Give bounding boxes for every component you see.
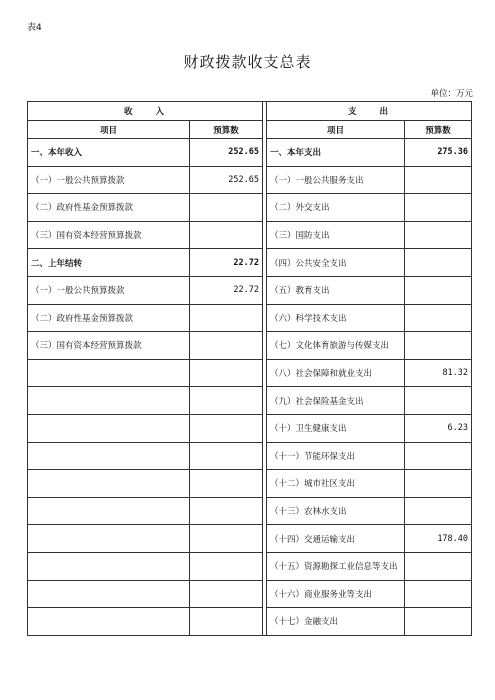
- expense-item-header: 项目: [267, 121, 405, 139]
- table-row: [28, 442, 472, 470]
- income-budget-value: [190, 304, 263, 332]
- expense-item-label: （十六）商业服务业等支出: [267, 580, 405, 608]
- income-budget-value: [190, 580, 263, 608]
- expense-budget-value: [405, 608, 472, 636]
- income-item-label: 二、上年结转: [28, 249, 190, 277]
- income-item-label: [28, 552, 190, 580]
- income-budget-value: [190, 497, 263, 525]
- table-row: [28, 552, 472, 580]
- income-budget-value: [190, 525, 263, 553]
- expense-item-label: （六）科学技术支出: [267, 304, 405, 332]
- expense-item-label: （一）一般公共服务支出: [267, 166, 405, 194]
- table-row: [28, 276, 472, 304]
- expense-item-label: （九）社会保险基金支出: [267, 387, 405, 415]
- income-item-label: [28, 442, 190, 470]
- income-item-label: [28, 359, 190, 387]
- expense-budget-value: [405, 166, 472, 194]
- expense-item-label: （二）外交支出: [267, 194, 405, 222]
- table-row: [28, 359, 472, 387]
- expense-budget-value: 275.36: [405, 139, 472, 167]
- expense-item-label: （十三）农林水支出: [267, 497, 405, 525]
- table-row: [28, 139, 472, 167]
- expense-budget-value: [405, 580, 472, 608]
- expense-budget-value: [405, 332, 472, 360]
- income-budget-value: [190, 221, 263, 249]
- table-row: [28, 608, 472, 636]
- expense-item-label: （八）社会保障和就业支出: [267, 359, 405, 387]
- page-title: 财政拨款收支总表: [183, 53, 312, 71]
- unit-label: 单位：万元: [430, 89, 473, 99]
- income-budget-value: [190, 552, 263, 580]
- expense-budget-value: [405, 194, 472, 222]
- expense-item-label: （十五）资源勘探工业信息等支出: [267, 552, 405, 580]
- income-item-label: [28, 580, 190, 608]
- income-item-label: [28, 387, 190, 415]
- income-budget-value: [190, 387, 263, 415]
- expense-item-label: （五）教育支出: [267, 276, 405, 304]
- income-item-label: [28, 470, 190, 498]
- income-budget-value: [190, 608, 263, 636]
- expense-item-label: （十二）城市社区支出: [267, 470, 405, 498]
- income-budget-value: [190, 442, 263, 470]
- table-row: [28, 221, 472, 249]
- income-item-label: （二）政府性基金预算拨款: [28, 304, 190, 332]
- income-item-label: 一、本年收入: [28, 139, 190, 167]
- expense-budget-value: [405, 497, 472, 525]
- expense-budget-value: [405, 470, 472, 498]
- expense-budget-value: [405, 304, 472, 332]
- income-budget-value: 252.65: [190, 139, 263, 167]
- income-item-label: [28, 608, 190, 636]
- expense-item-label: （三）国防支出: [267, 221, 405, 249]
- expense-item-label: 一、本年支出: [267, 139, 405, 167]
- expense-budget-value: 178.40: [405, 525, 472, 553]
- income-budget-value: 252.65: [190, 166, 263, 194]
- expense-budget-header: 预算数: [405, 121, 472, 139]
- income-item-header: 项目: [28, 121, 190, 139]
- expense-item-label: （十）卫生健康支出: [267, 414, 405, 442]
- expense-budget-value: [405, 221, 472, 249]
- income-item-label: （二）政府性基金预算拨款: [28, 194, 190, 222]
- table-row: [28, 580, 472, 608]
- table-row: [28, 387, 472, 415]
- table-row: [28, 249, 472, 277]
- expense-budget-value: 81.32: [405, 359, 472, 387]
- income-budget-value: 22.72: [190, 276, 263, 304]
- income-item-label: [28, 497, 190, 525]
- income-section-header: 收 入: [28, 102, 263, 121]
- expense-budget-value: [405, 552, 472, 580]
- expense-item-label: （七）文化体育旅游与传媒支出: [267, 332, 405, 360]
- income-budget-value: [190, 414, 263, 442]
- income-budget-value: [190, 332, 263, 360]
- table-row: [28, 414, 472, 442]
- income-budget-value: [190, 470, 263, 498]
- income-item-label: [28, 414, 190, 442]
- income-item-label: （一）一般公共预算拨款: [28, 166, 190, 194]
- table-row: [28, 332, 472, 360]
- income-item-label: [28, 525, 190, 553]
- section-header-row: [28, 102, 472, 121]
- expense-budget-value: [405, 442, 472, 470]
- expense-budget-value: [405, 387, 472, 415]
- income-budget-value: [190, 359, 263, 387]
- income-budget-value: [190, 194, 263, 222]
- table-row: [28, 525, 472, 553]
- income-item-label: （三）国有资本经营预算拨款: [28, 221, 190, 249]
- expense-item-label: （十七）金融支出: [267, 608, 405, 636]
- table-row: [28, 304, 472, 332]
- column-header-row: [28, 121, 472, 139]
- table-number: 表4: [27, 23, 42, 33]
- budget-table-body: [28, 102, 472, 636]
- expense-item-label: （四）公共安全支出: [267, 249, 405, 277]
- expense-budget-value: [405, 276, 472, 304]
- table-row: [28, 470, 472, 498]
- table-row: [28, 166, 472, 194]
- income-item-label: （一）一般公共预算拨款: [28, 276, 190, 304]
- expense-item-label: （十一）节能环保支出: [267, 442, 405, 470]
- table-row: [28, 497, 472, 525]
- income-budget-value: 22.72: [190, 249, 263, 277]
- budget-table: [27, 101, 472, 636]
- expense-budget-value: [405, 249, 472, 277]
- expense-item-label: （十四）交通运输支出: [267, 525, 405, 553]
- expense-budget-value: 6.23: [405, 414, 472, 442]
- expense-section-header: 支 出: [267, 102, 472, 121]
- income-item-label: （三）国有资本经营预算拨款: [28, 332, 190, 360]
- table-row: [28, 194, 472, 222]
- income-budget-header: 预算数: [190, 121, 263, 139]
